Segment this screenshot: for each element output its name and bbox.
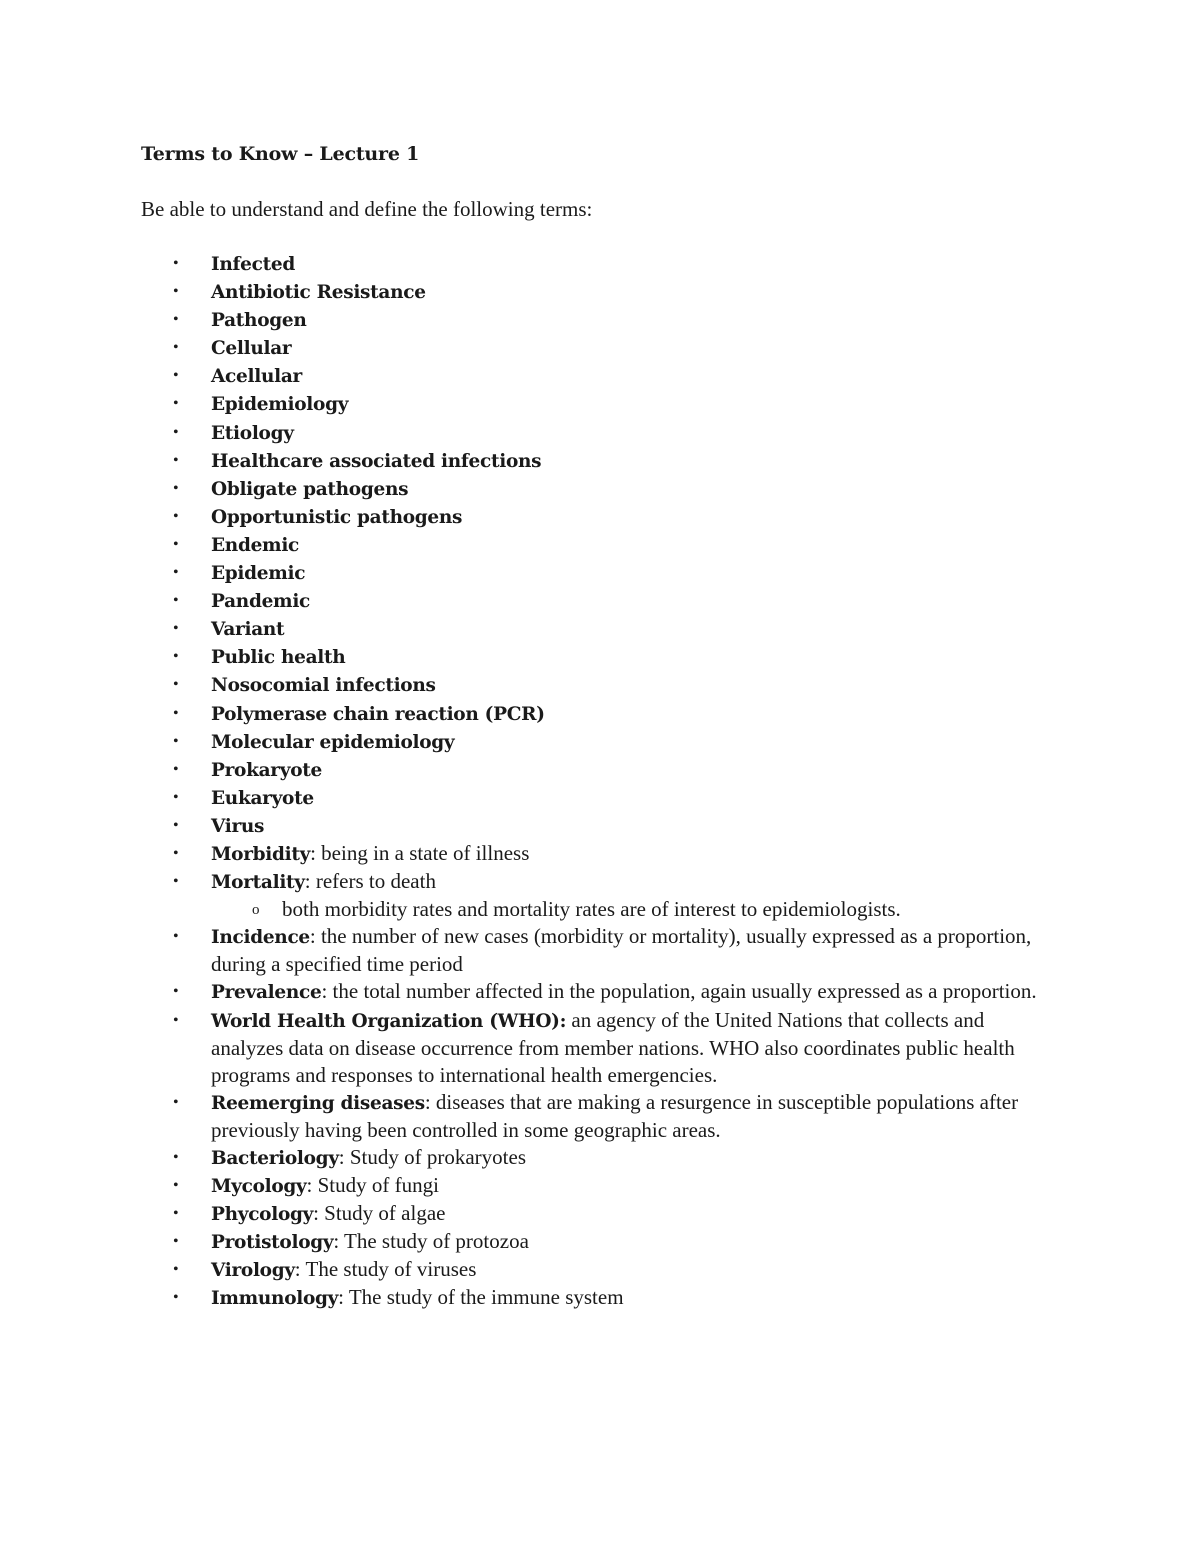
term-definition: : The study of protozoa bbox=[333, 1229, 529, 1254]
term-list-item bbox=[141, 978, 1061, 1006]
term-list-item bbox=[141, 923, 1061, 978]
term-list-item bbox=[141, 419, 1061, 447]
term-name: Prokaryote bbox=[211, 759, 322, 781]
bullet-icon: • bbox=[173, 732, 179, 750]
bullet-icon: • bbox=[173, 311, 179, 329]
bullet-icon: • bbox=[173, 1093, 179, 1111]
term-definition: : diseases that are making a resurgence in susceptible populations after previously having been controlled in some geographic areas. bbox=[211, 1089, 1019, 1142]
term-name: Morbidity bbox=[211, 843, 311, 865]
bullet-icon: • bbox=[173, 676, 179, 694]
term-name: Epidemiology bbox=[211, 394, 349, 416]
bullet-icon: • bbox=[173, 479, 179, 497]
bullet-icon: • bbox=[173, 1177, 179, 1195]
term-name: Bacteriology bbox=[211, 1148, 339, 1169]
term-name: Nosocomial infections bbox=[211, 675, 436, 697]
bullet-icon: • bbox=[173, 367, 179, 385]
term-list-item bbox=[141, 840, 1061, 868]
bullet-icon: • bbox=[173, 564, 179, 582]
term-list-item bbox=[141, 503, 1061, 531]
term-name: Mycology bbox=[211, 1176, 307, 1198]
term-definition: : The study of viruses bbox=[294, 1257, 477, 1282]
document-page bbox=[141, 140, 1061, 1313]
bullet-icon: • bbox=[173, 1011, 179, 1029]
term-list-item bbox=[141, 447, 1061, 475]
bullet-icon: • bbox=[173, 816, 179, 834]
term-list-item bbox=[141, 671, 1061, 699]
sub-item-text: both morbidity rates and mortality rates are of interest to epidemiologists. bbox=[282, 897, 901, 922]
term-name: Opportunistic pathogens bbox=[211, 506, 463, 528]
bullet-icon: • bbox=[173, 844, 179, 862]
term-name: Immunology bbox=[211, 1288, 339, 1310]
bullet-icon: • bbox=[173, 255, 179, 272]
term-name: Endemic bbox=[211, 534, 300, 556]
term-list-item bbox=[141, 306, 1061, 334]
bullet-icon: • bbox=[173, 648, 179, 666]
term-name: Mortality bbox=[211, 872, 305, 894]
term-list-item bbox=[141, 531, 1061, 559]
term-list-item bbox=[141, 868, 1061, 923]
term-definition: : being in a state of illness bbox=[310, 840, 530, 865]
term-definition: : Study of fungi bbox=[306, 1173, 439, 1198]
bullet-icon: • bbox=[173, 983, 179, 1001]
term-list-item bbox=[141, 1144, 1061, 1172]
bullet-icon: • bbox=[173, 928, 179, 946]
term-name: Healthcare associated infections bbox=[211, 450, 542, 472]
term-name: Epidemic bbox=[211, 563, 306, 585]
bullet-icon: • bbox=[173, 1205, 179, 1223]
term-list-item bbox=[141, 334, 1061, 362]
bullet-icon: • bbox=[173, 788, 179, 806]
term-name: Infected bbox=[211, 254, 295, 275]
term-definition: : refers to death bbox=[304, 869, 436, 894]
term-list-item bbox=[141, 1172, 1061, 1200]
term-list-item bbox=[141, 643, 1061, 671]
term-list-item bbox=[141, 1200, 1061, 1228]
term-list-item bbox=[141, 756, 1061, 784]
term-name: Virology bbox=[211, 1260, 295, 1282]
bullet-icon: • bbox=[173, 1233, 179, 1251]
term-list-item bbox=[141, 250, 1061, 278]
term-definition: an agency of the United Nations that collects and analyzes data on disease occurrence from member nations. WHO also coordinates public health programs and responses to international health emergencies. bbox=[211, 1007, 1015, 1087]
term-list-item bbox=[141, 362, 1061, 390]
term-list-item bbox=[141, 728, 1061, 756]
bullet-icon: • bbox=[173, 423, 179, 441]
term-definition: : The study of the immune system bbox=[338, 1285, 624, 1310]
bullet-icon: • bbox=[173, 620, 179, 638]
term-list-item bbox=[141, 615, 1061, 643]
bullet-icon: • bbox=[173, 592, 179, 610]
term-list-item bbox=[141, 559, 1061, 587]
term-name: Prevalence bbox=[211, 982, 322, 1004]
term-definition: : the number of new cases (morbidity or mortality), usually expressed as a proportion, during a specified time period bbox=[211, 924, 1032, 977]
term-name: Eukaryote bbox=[211, 787, 314, 809]
term-name: Reemerging diseases bbox=[211, 1092, 425, 1114]
term-name: Protistology bbox=[211, 1232, 334, 1254]
term-name: Pandemic bbox=[211, 591, 311, 613]
bullet-icon: • bbox=[173, 760, 179, 778]
term-name: Obligate pathogens bbox=[211, 478, 409, 500]
intro-text: Be able to understand and define the following terms: bbox=[141, 197, 593, 221]
terms-list bbox=[141, 250, 1061, 1313]
term-name: Etiology bbox=[211, 422, 294, 444]
bullet-icon: • bbox=[173, 535, 179, 553]
term-list-item bbox=[141, 390, 1061, 418]
term-list-item bbox=[141, 1089, 1061, 1144]
term-definition: : Study of prokaryotes bbox=[338, 1145, 527, 1169]
term-name: Virus bbox=[211, 815, 265, 837]
sub-list bbox=[211, 896, 1061, 923]
term-definition: : Study of algae bbox=[313, 1201, 446, 1226]
term-name: Antibiotic Resistance bbox=[211, 282, 426, 304]
bullet-icon: • bbox=[173, 283, 179, 301]
term-name: Public health bbox=[211, 647, 346, 669]
term-name: World Health Organization (WHO): bbox=[211, 1010, 567, 1032]
term-name: Pathogen bbox=[211, 310, 307, 332]
term-name: Acellular bbox=[211, 366, 302, 388]
term-list-item bbox=[141, 1007, 1061, 1089]
term-list-item bbox=[141, 1256, 1061, 1284]
term-list-item bbox=[141, 475, 1061, 503]
term-list-item bbox=[141, 1284, 1061, 1312]
term-list-item bbox=[141, 587, 1061, 615]
document-title: Terms to Know – Lecture 1 bbox=[141, 143, 420, 165]
sub-list-item bbox=[141, 896, 1061, 923]
bullet-icon: • bbox=[173, 1261, 179, 1279]
term-name: Cellular bbox=[211, 338, 292, 360]
term-list-item bbox=[141, 700, 1061, 728]
term-list-item bbox=[141, 1228, 1061, 1256]
term-name: Polymerase chain reaction (PCR) bbox=[211, 703, 545, 725]
term-definition: : the total number affected in the population, again usually expressed as a proportion. bbox=[321, 979, 1037, 1004]
sub-bullet-icon: o bbox=[252, 902, 260, 919]
bullet-icon: • bbox=[173, 873, 179, 891]
term-list-item bbox=[141, 278, 1061, 306]
term-name: Molecular epidemiology bbox=[211, 731, 455, 753]
term-name: Incidence bbox=[211, 927, 310, 949]
term-list-item bbox=[141, 812, 1061, 840]
term-list-item bbox=[141, 784, 1061, 812]
bullet-icon: • bbox=[173, 1149, 179, 1166]
bullet-icon: • bbox=[173, 395, 179, 413]
bullet-icon: • bbox=[173, 339, 179, 357]
bullet-icon: • bbox=[173, 704, 179, 722]
term-name: Phycology bbox=[211, 1204, 314, 1226]
bullet-icon: • bbox=[173, 1289, 179, 1307]
term-name: Variant bbox=[211, 619, 285, 641]
bullet-icon: • bbox=[173, 507, 179, 525]
bullet-icon: • bbox=[173, 451, 179, 469]
